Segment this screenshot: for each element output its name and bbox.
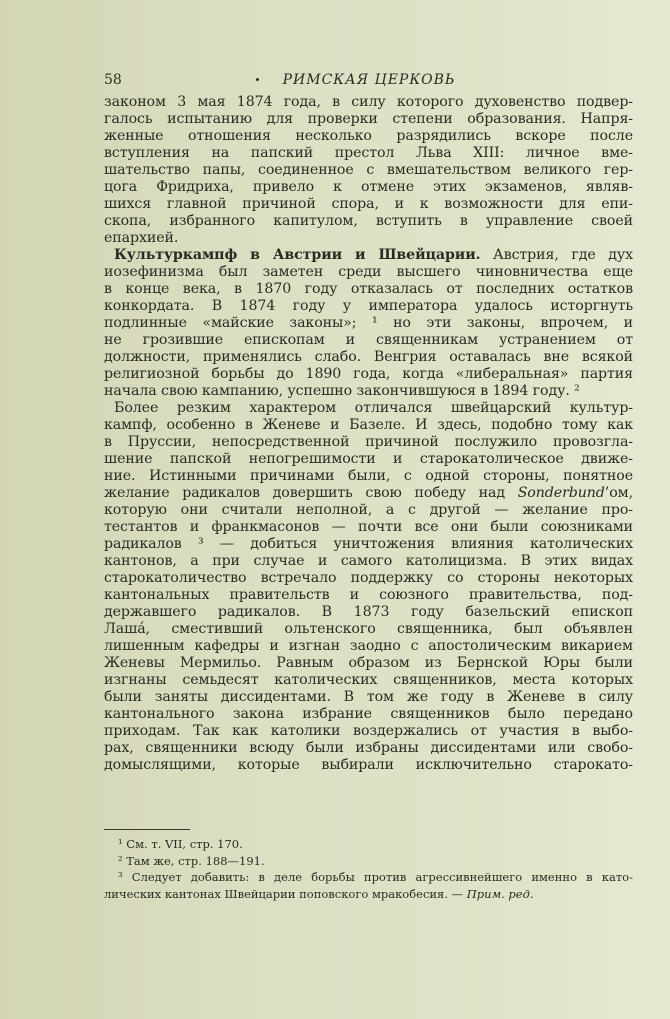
paragraph [104,400,633,774]
footnote-line [104,853,633,870]
text-line: вступления на папский престол Льва XIII: личное вме- [104,145,633,161]
text-line: иозефинизма был заметен среди высшего чиновничества еще [104,264,633,280]
text-line: начала свою кампанию, успешно закончившуюся в 1894 году. ² [104,383,580,399]
body-text [104,94,633,774]
text-line: ние. Истинными причинами были, с одной стороны, понятное [104,468,633,484]
text-line: епархией. [104,230,179,246]
text-line: религиозной борьбы до 1890 года, когда «либеральная» партия [104,366,633,382]
text-line: женные отношения несколько разрядились вскоре после [104,128,633,144]
text-segment: ³ Следует добавить: в деле борьбы против агрессивнейшего именно в като- [118,870,633,884]
text-segment: Австрия, где дух [480,247,633,263]
text-line: должности, применялись слабо. Венгрия оставалась вне всякой [104,349,633,365]
footnote-line [104,886,633,903]
text-line: цога Фридриха, привело к отмене этих экзаменов, являв- [104,179,633,195]
text-line [104,485,633,502]
paragraph [104,94,633,247]
paragraph [104,247,633,400]
footnote-line [104,869,633,886]
text-line: старокатоличество встречало поддержку со стороны некоторых [104,570,633,586]
text-line: кантональных правительств и союзного правительства, под- [104,587,633,603]
text-line: приходам. Так как католики воздержались от участия в выбо- [104,723,633,739]
text-line [104,247,633,264]
text-line: подлинные «майские законы»; ¹ но эти законы, впрочем, и [104,315,633,331]
text-line: кантонов, а при случае и самого католицизма. В этих видах [104,553,633,569]
text-line: тестантов и франкмасонов — почти все они были союзниками [104,519,633,535]
text-line: Женевы Мермильо. Равным образом из Бернской Юры были [104,655,633,671]
italic-text: Sonderbund [517,485,605,501]
text-line: галось испытанию для проверки степени образования. Напря- [104,111,633,127]
text-line: кантонального закона избрание священников было передано [104,706,633,722]
text-line: скопа, избранного капитулом, вступить в управление своей [104,213,633,229]
text-line: изгнаны семьдесят католических священников, места которых [104,672,633,688]
text-line: законом 3 мая 1874 года, в силу которого духовенство подвер- [104,94,633,110]
text-line: в Пруссии, непосредственной причиной послужило провозгла- [104,434,633,450]
text-line: шихся главной причиной спора, и к возможности для епи- [104,196,633,212]
text-line: которую они считали неполной, а с другой — желание про- [104,502,633,518]
text-line: в конце века, в 1870 году отказалась от последних остатков [104,281,633,297]
text-segment: ¹ См. т. VII, стр. 170. [118,837,243,851]
text-line: Более резким характером отличался швейцарский культур- [114,400,633,416]
text-line: кампф, особенно в Женеве и Базеле. И здесь, подобно тому как [104,417,633,433]
text-segment: ’ом, [604,485,633,501]
text-segment: желание радикалов довершить свою победу над [104,485,518,501]
footnote-line [104,836,633,853]
text-line: шение папской непогрешимости и старокатолическое движе- [104,451,633,467]
page-header [104,72,634,92]
footnote-rule [104,829,190,830]
text-line: были заняты диссидентами. В том же году в Женеве в силу [104,689,633,705]
footnotes [104,836,633,902]
text-line: лишенным кафедры и изгнан заодно с апостолическим викарием [104,638,633,654]
text-line: конкордата. В 1874 году у императора удалось исторгнуть [104,298,633,314]
italic-text: Прим. ред. [466,886,534,901]
text-line: рах, священники всюду были избраны диссидентами или свобо- [104,740,633,756]
text-line: державшего радикалов. В 1873 году базельский епископ [104,604,633,620]
text-line: радикалов ³ — добиться уничтожения влияния католических [104,536,633,552]
text-segment: ² Там же, стр. 188—191. [118,853,265,868]
text-segment: лических кантонах Швейцарии поповского мракобесия. — [104,886,467,901]
text-line: Лашá, сместивший ольтенского священника, был объявлен [104,621,633,637]
text-line: не грозившие епископам и священникам устранением от [104,332,633,348]
section-heading: Культуркампф в Австрии и Швейцарии. [114,247,481,263]
text-line: домыслящими, которые выбирали исключительно старокато- [104,757,633,773]
page-number: 58 [104,72,122,88]
text-line: шательство папы, соединенное с вмешательством великого гер- [104,162,633,178]
running-title: РИМСКАЯ ЦЕРКОВЬ [282,72,456,88]
